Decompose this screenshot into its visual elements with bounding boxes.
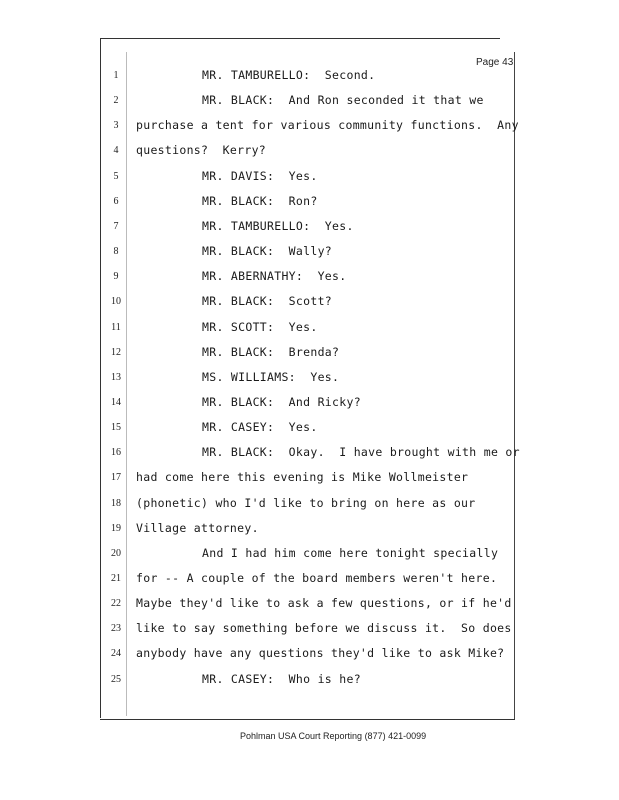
- transcript-line: [0, 646, 619, 668]
- line-text: MR. TAMBURELLO: Second.: [202, 68, 376, 82]
- transcript-line: [0, 68, 619, 90]
- footer-reporter: Pohlman USA Court Reporting (877) 421-0099: [240, 731, 427, 741]
- line-number: 7: [113, 220, 119, 232]
- transcript-line: [0, 143, 619, 165]
- line-text: MR. BLACK: Wally?: [202, 244, 333, 259]
- line-number: 14: [111, 396, 121, 408]
- line-number: 24: [111, 648, 121, 660]
- line-number: 16: [111, 447, 121, 459]
- line-text: questions? Kerry?: [136, 143, 267, 158]
- transcript-line: [0, 496, 619, 518]
- line-number: 5: [113, 170, 119, 182]
- line-text: MR. CASEY: Who is he?: [202, 671, 361, 686]
- line-text: (phonetic) who I'd like to bring on here as our: [136, 495, 476, 510]
- line-number: 1: [113, 70, 119, 81]
- line-text: Village attorney.: [136, 520, 259, 535]
- transcript-line: [0, 194, 619, 216]
- line-number: 19: [111, 522, 121, 534]
- line-text: MR. BLACK: Brenda?: [202, 344, 340, 359]
- transcript-line: [0, 621, 619, 643]
- transcript-line: [0, 571, 619, 593]
- line-number: 12: [111, 346, 121, 358]
- transcript-line: [0, 370, 619, 392]
- line-number: 2: [113, 95, 119, 107]
- line-text: Maybe they'd like to ask a few questions, or if he'd: [136, 596, 512, 611]
- line-number: 25: [111, 673, 121, 685]
- transcript-line: [0, 445, 619, 467]
- line-number: 6: [113, 195, 119, 207]
- line-text: had come here this evening is Mike Wollmeister: [136, 470, 469, 485]
- transcript-line: [0, 269, 619, 291]
- line-text: MR. DAVIS: Yes.: [202, 168, 318, 183]
- line-number: 17: [111, 472, 121, 484]
- line-number: 3: [113, 120, 119, 132]
- line-text: And I had him come here tonight specially: [202, 545, 499, 560]
- transcript-line: [0, 93, 619, 115]
- line-number: 9: [113, 271, 119, 283]
- line-text: purchase a tent for various community functions. Any: [136, 118, 519, 133]
- transcript-line: [0, 672, 619, 694]
- line-text: MR. BLACK: Okay. I have brought with me or: [202, 445, 520, 460]
- line-number: 11: [111, 321, 121, 333]
- line-text: MR. SCOTT: Yes.: [202, 319, 318, 334]
- line-text: MS. WILLIAMS: Yes.: [202, 369, 340, 384]
- line-text: for -- A couple of the board members weren't here.: [136, 571, 498, 585]
- transcript-line: [0, 470, 619, 492]
- transcript-line: [0, 420, 619, 442]
- line-number: 8: [113, 246, 119, 258]
- line-number: 21: [111, 573, 121, 584]
- line-text: MR. BLACK: Scott?: [202, 294, 333, 309]
- line-number: 10: [111, 296, 121, 308]
- border-bottom: [100, 719, 515, 720]
- transcript-line: [0, 219, 619, 241]
- line-number: 23: [111, 623, 121, 635]
- line-number: 13: [111, 371, 121, 383]
- transcript-line: [0, 521, 619, 543]
- line-text: MR. BLACK: And Ricky?: [202, 394, 361, 409]
- line-number: 18: [111, 497, 121, 509]
- transcript-line: [0, 294, 619, 316]
- line-text: like to say something before we discuss it. So does: [136, 621, 512, 636]
- line-text: MR. TAMBURELLO: Yes.: [202, 218, 354, 233]
- line-number: 20: [111, 547, 121, 559]
- line-number: 15: [111, 422, 121, 434]
- line-text: MR. BLACK: And Ron seconded it that we: [202, 93, 484, 108]
- transcript-line: [0, 169, 619, 191]
- page-number: Page 43: [476, 57, 514, 68]
- transcript-line: [0, 244, 619, 266]
- line-text: MR. CASEY: Yes.: [202, 420, 318, 435]
- transcript-line: [0, 118, 619, 140]
- line-number: 4: [113, 145, 119, 157]
- line-number: 22: [111, 598, 121, 610]
- transcript-line: [0, 320, 619, 342]
- transcript-line: [0, 596, 619, 618]
- line-text: MR. ABERNATHY: Yes.: [202, 269, 347, 284]
- transcript-line: [0, 546, 619, 568]
- transcript-line: [0, 395, 619, 417]
- line-text: anybody have any questions they'd like to ask Mike?: [136, 646, 505, 661]
- line-text: MR. BLACK: Ron?: [202, 193, 318, 208]
- transcript-line: [0, 345, 619, 367]
- border-top: [100, 38, 500, 39]
